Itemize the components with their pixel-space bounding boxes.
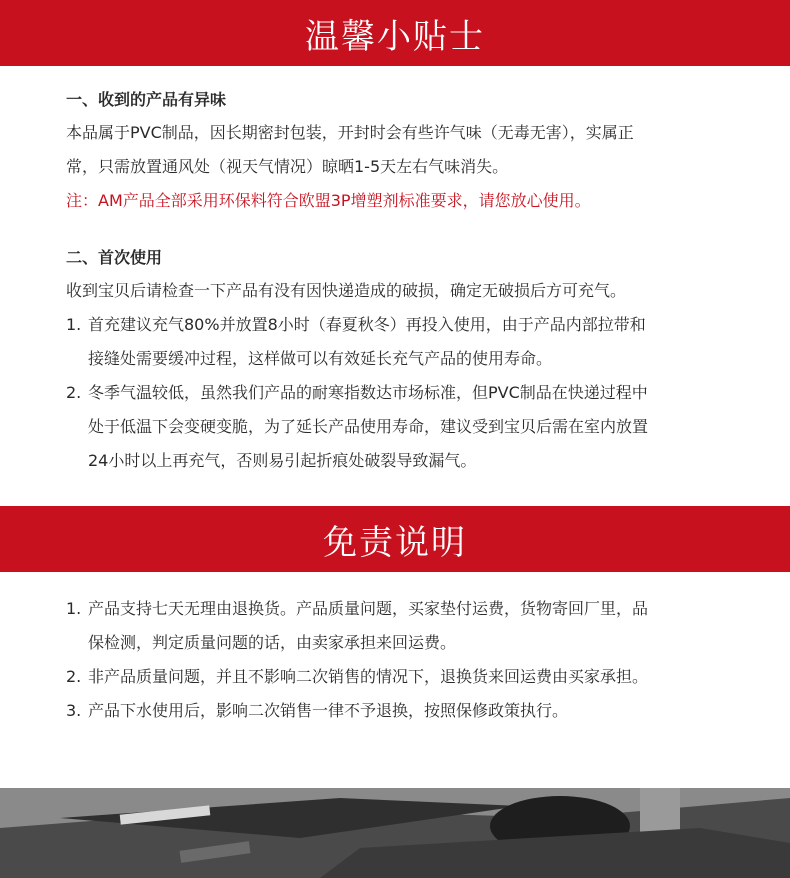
list-line: 接缝处需要缓冲过程，这样做可以有效延长充气产品的使用寿命。 (88, 349, 553, 368)
tips-banner (0, 0, 790, 66)
odor-line: 常，只需放置通风处（视天气情况）晾晒1-5天左右气味消失。 (66, 157, 509, 176)
list-line: 首充建议充气80%并放置8小时（春夏秋冬）再投入使用，由于产品内部拉带和 (88, 315, 646, 334)
list-line: 保检测，判定质量问题的话，由卖家承担来回运费。 (88, 633, 457, 652)
list-line: 处于低温下会变硬变脆，为了延长产品使用寿命，建议受到宝贝后需在室内放置 (88, 417, 649, 436)
list-line: 冬季气温较低，虽然我们产品的耐寒指数达市场标准，但PVC制品在快递过程中 (88, 383, 648, 402)
disclaimer-section (0, 572, 790, 728)
list-number: 1. (66, 599, 82, 618)
disclaimer-title: 免责说明 (323, 522, 467, 563)
disclaimer-banner (0, 506, 790, 572)
first-use-section (0, 218, 790, 478)
eco-note: 注：AM产品全部采用环保料符合欧盟3P增塑剂标准要求，请您放心使用。 (66, 191, 591, 210)
list-number: 2. (66, 667, 82, 686)
list-line: 产品下水使用后，影响二次销售一律不予退换，按照保修政策执行。 (88, 701, 569, 720)
product-photo-graphic (0, 788, 790, 878)
tips-title: 温馨小贴士 (305, 16, 485, 57)
list-item (66, 694, 724, 728)
list-line: 产品支持七天无理由退换货。产品质量问题，买家垫付运费，货物寄回厂里，品 (88, 599, 649, 618)
list-line: 非产品质量问题，并且不影响二次销售的情况下，退换货来回运费由买家承担。 (88, 667, 649, 686)
list-item (66, 660, 724, 694)
list-line: 24小时以上再充气，否则易引起折痕处破裂导致漏气。 (88, 451, 477, 470)
list-item (66, 376, 724, 478)
first-use-heading: 二、首次使用 (66, 248, 163, 267)
list-number: 1. (66, 315, 82, 334)
list-item (66, 308, 724, 376)
first-use-intro: 收到宝贝后请检查一下产品有没有因快递造成的破损，确定无破损后方可充气。 (66, 281, 627, 300)
list-number: 3. (66, 701, 82, 720)
list-number: 2. (66, 383, 82, 402)
odor-line: 本品属于PVC制品，因长期密封包装，开封时会有些许气味（无毒无害），实属正 (66, 123, 634, 142)
list-item (66, 592, 724, 660)
product-photo (0, 788, 790, 878)
odor-section (0, 66, 790, 218)
odor-heading: 一、收到的产品有异味 (66, 90, 227, 109)
